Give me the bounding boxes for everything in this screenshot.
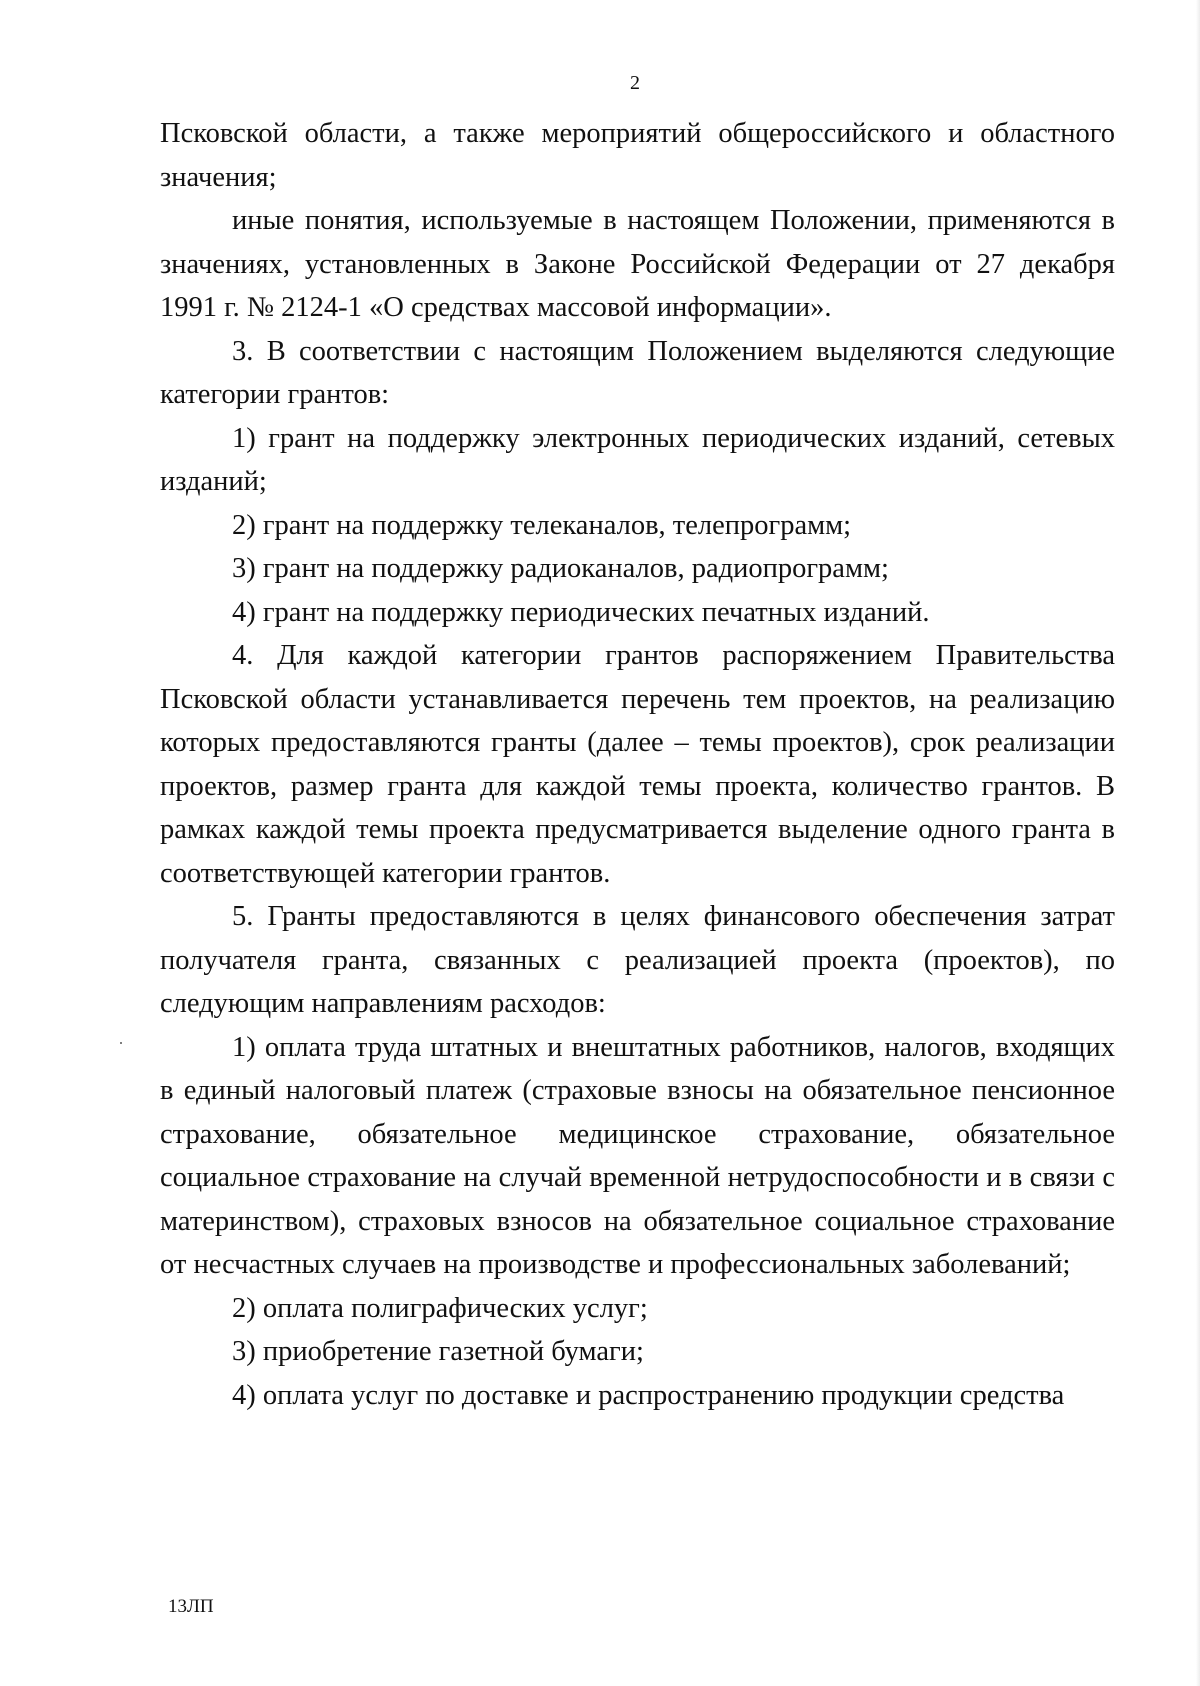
list-item-expense-1: 1) оплата труда штатных и внештатных работников, налогов, входящих в единый налоговый платеж (страховые взносы на обязательное пенсионное страхование, обязательное медицинское страхование, обязательное социальное страхование на случай временной нетрудоспособности и в связи с материнством), страховых взносов на обязательное социальное страхование от несчастных случаев на производстве и профессиональных заболеваний; xyxy=(160,1031,1115,1280)
list-item-grant-category-3: 3) грант на поддержку радиоканалов, радиопрограмм; xyxy=(232,553,889,584)
list-item-grant-category-1: 1) грант на поддержку электронных периодических изданий, сетевых изданий; xyxy=(160,422,1115,497)
paragraph-other-terms: иные понятия, используемые в настоящем Положении, применяются в значениях, установленных в Законе Российской Федерации от 27 декабря 1991 г. № 2124-1 «О средствах массовой информации». xyxy=(160,205,1115,323)
footer-document-code: 13ЛП xyxy=(168,1596,214,1617)
paragraph-3: 3. В соответствии с настоящим Положением выделяются следующие категории грантов: xyxy=(160,335,1115,410)
list-item-expense-3: 3) приобретение газетной бумаги; xyxy=(232,1336,644,1367)
page-number: 2 xyxy=(630,72,640,94)
scan-speck xyxy=(120,1042,122,1044)
document-body xyxy=(160,112,1115,1417)
list-item-expense-2: 2) оплата полиграфических услуг; xyxy=(232,1292,648,1324)
list-item-expense-4: 4) оплата услуг по доставке и распространению продукции средства xyxy=(232,1379,1065,1411)
paragraph-5: 5. Гранты предоставляются в целях финансового обеспечения затрат получателя гранта, связанных с реализацией проекта (проектов), по следующим направлениям расходов: xyxy=(160,901,1115,1019)
paragraph-continuation: Псковской области, а также мероприятий общероссийского и областного значения; xyxy=(160,118,1115,193)
paragraph-4: 4. Для каждой категории грантов распоряжением Правительства Псковской области устанавливается перечень тем проектов, на реализацию которых предоставляются гранты (далее – темы проектов), срок реализации проектов, размер гранта для каждой темы проекта, количество грантов. В рамках каждой темы проекта предусматривается выделение одного гранта в соответствующей категории грантов. xyxy=(160,640,1115,889)
list-item-grant-category-2: 2) грант на поддержку телеканалов, телепрограмм; xyxy=(232,509,852,541)
list-item-grant-category-4: 4) грант на поддержку периодических печатных изданий. xyxy=(232,596,930,628)
scan-edge xyxy=(1196,0,1200,1686)
